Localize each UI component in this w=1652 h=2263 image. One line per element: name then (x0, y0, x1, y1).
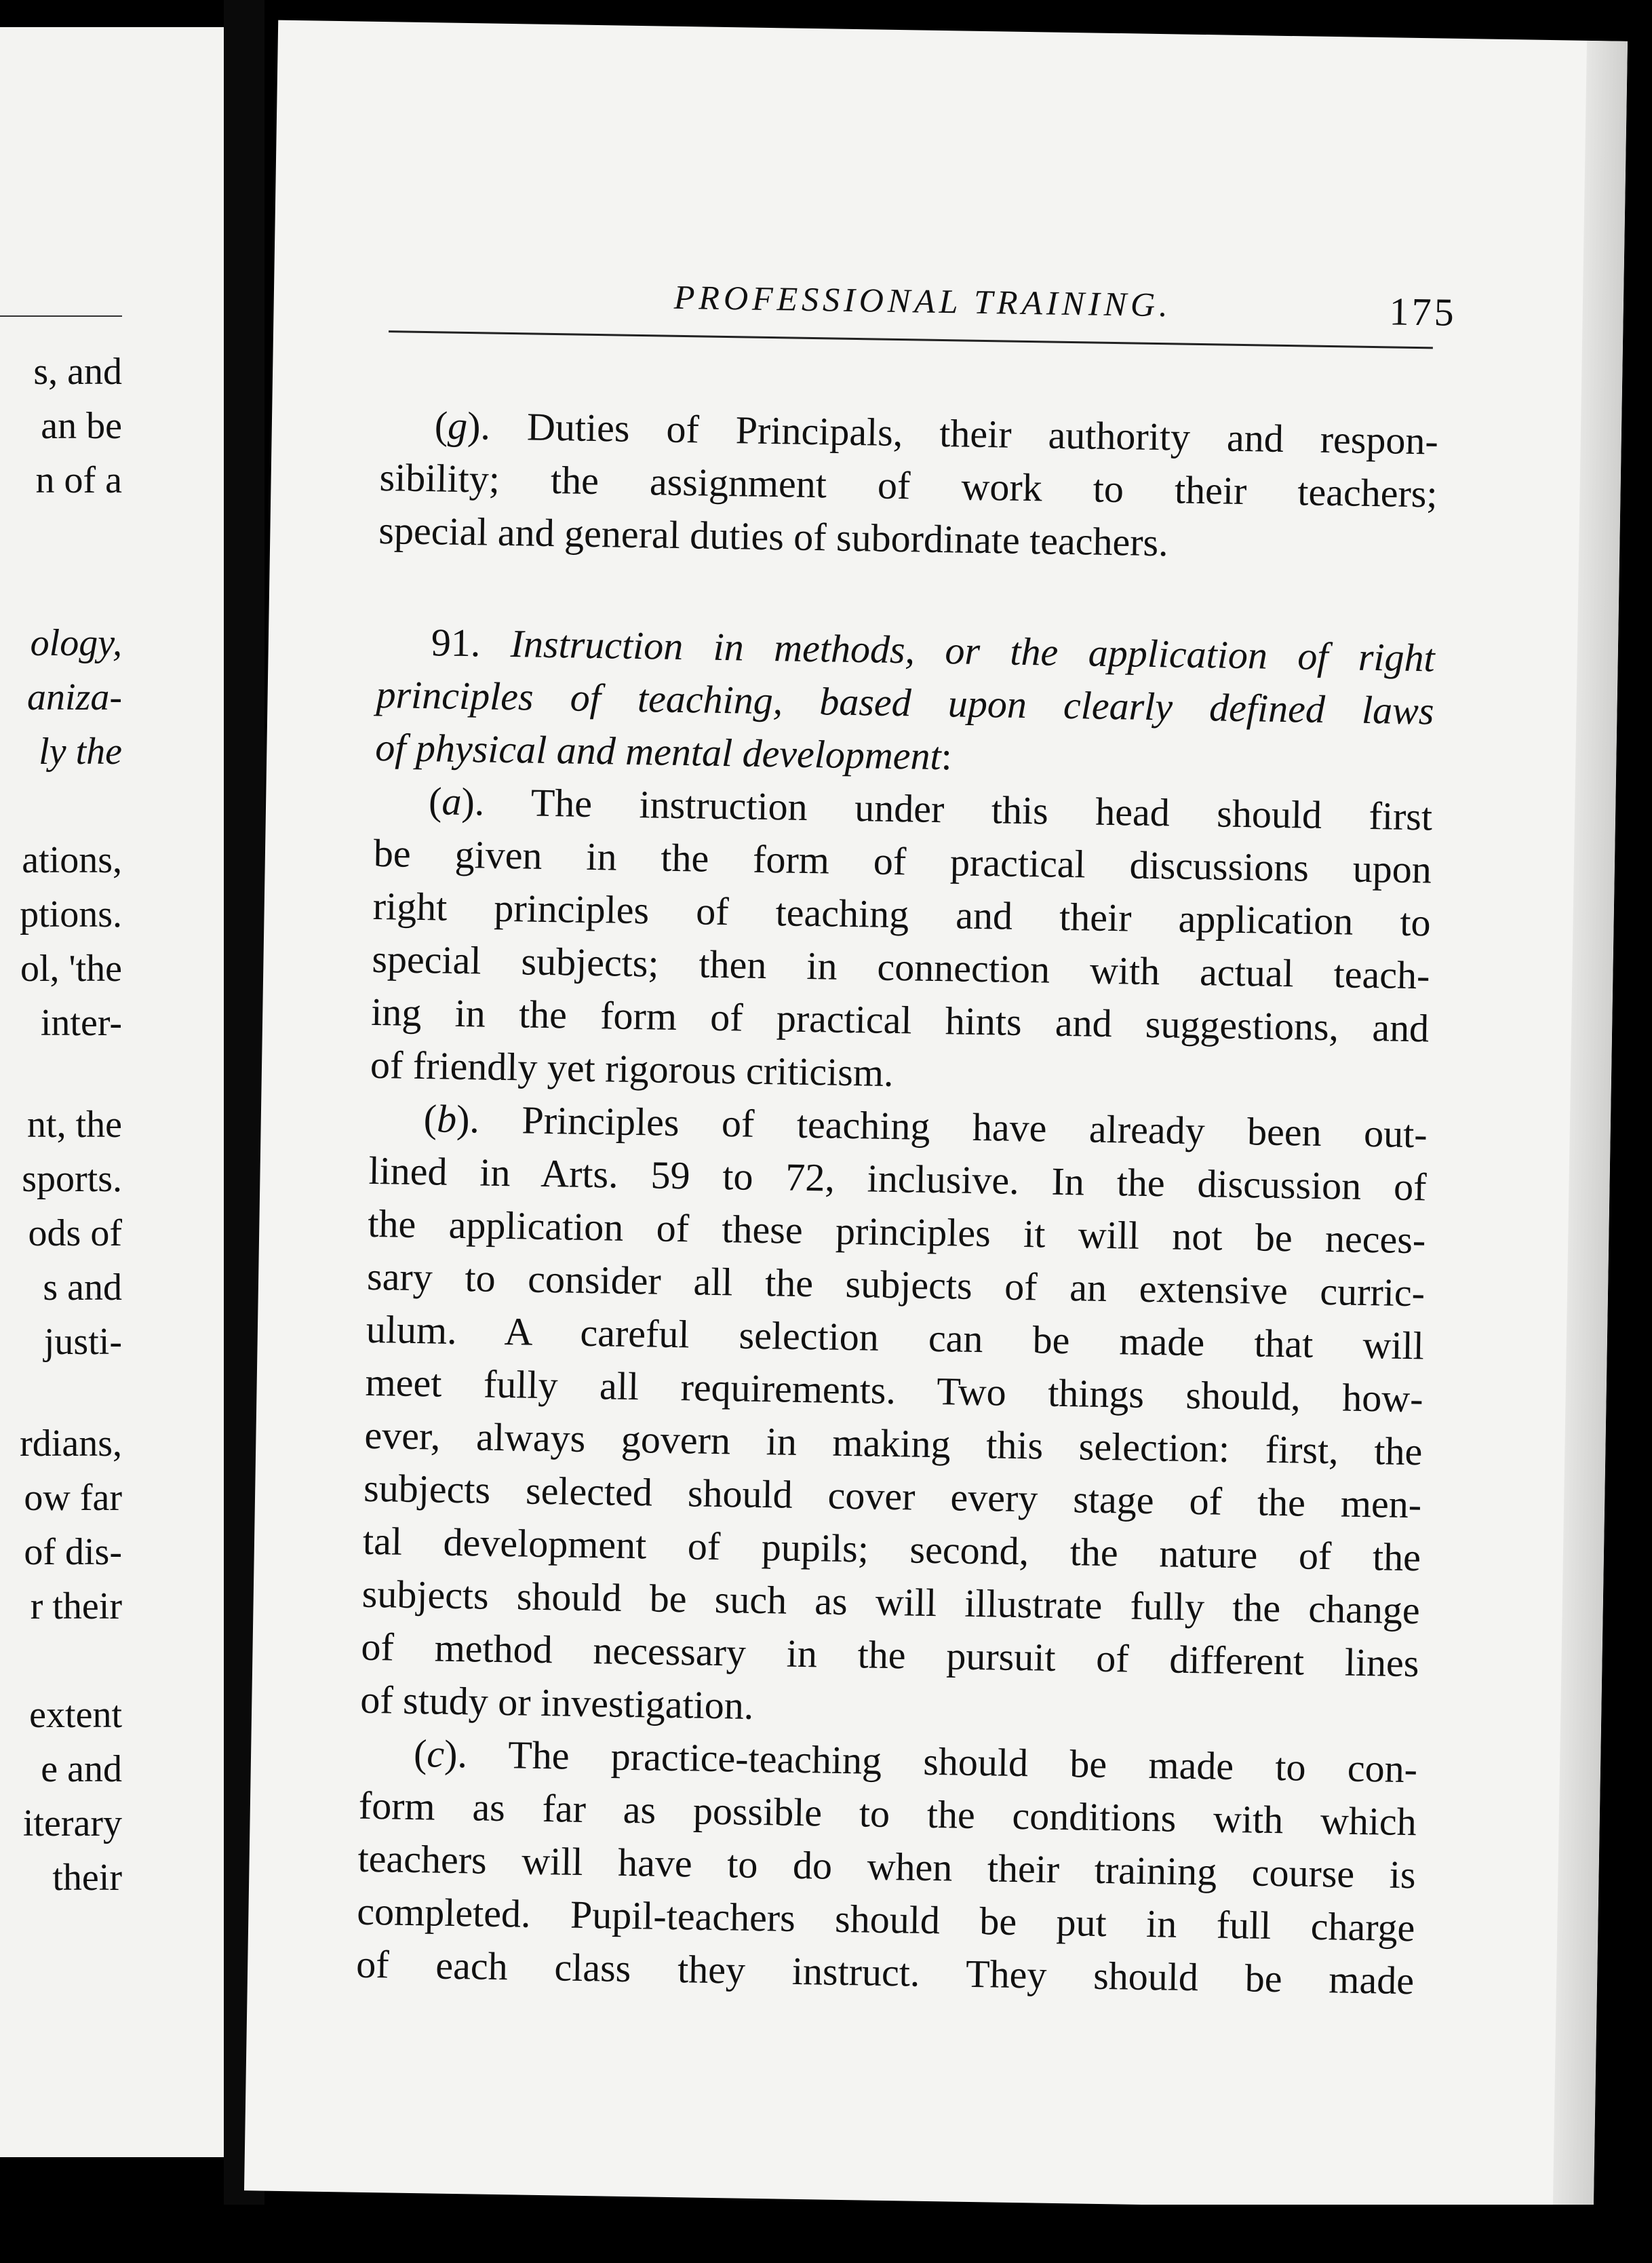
left-page-line: sports. (22, 1158, 122, 1200)
text-run: be given in the form of practical discussions upon (373, 830, 1432, 892)
text-run: right principles of teaching and their application to (372, 883, 1432, 945)
text-run: ( (428, 779, 443, 824)
left-page-rule (0, 315, 122, 317)
italic-run: principles of teaching, based upon clearly defined laws (376, 672, 1434, 733)
page-number: 175 (1389, 289, 1457, 334)
italic-run: b (436, 1096, 457, 1141)
left-page-line: inter- (40, 1002, 122, 1044)
text-run: sibility; the assignment of work to their teachers; (379, 455, 1438, 516)
text-run: of each class they instruct. They should be made (355, 1941, 1415, 2003)
right-page (244, 20, 1628, 2212)
left-page-line: justi- (43, 1321, 122, 1363)
text-run: special and general duties of subordinate teachers. (378, 507, 1169, 565)
left-page-line: of dis- (24, 1531, 122, 1573)
text-run: subjects should be such as will illustrate fully the change (361, 1571, 1421, 1633)
text-run: subjects selected should cover every stage of the men- (363, 1465, 1422, 1527)
text-run: ( (423, 1096, 437, 1141)
scan-border (0, 2205, 1652, 2263)
text-run: completed. Pupil-teachers should be put in full charge (356, 1889, 1415, 1950)
text-run: ( (434, 403, 448, 448)
text-run: ). Principles of teaching have already been out- (456, 1096, 1428, 1157)
text-run: of method necessary in the pursuit of different lines (361, 1624, 1419, 1686)
left-page-line: ods of (28, 1212, 122, 1254)
left-page (0, 27, 224, 2157)
page-edge (1553, 41, 1628, 2212)
running-header: PROFESSIONAL TRAINING. (673, 277, 1173, 324)
text-run: sary to consider all the subjects of an extensive curric- (366, 1254, 1425, 1315)
text-run: ). The instruction under this head should first (461, 779, 1433, 839)
left-page-line: aniza- (27, 676, 122, 718)
left-page-line: ology, (30, 622, 122, 664)
left-page-line: s and (43, 1266, 122, 1309)
text-run: the application of these principles it will not be neces- (367, 1201, 1426, 1262)
left-page-line: ations, (22, 839, 122, 881)
left-page-line: an be (41, 405, 122, 447)
text-run: form as far as possible to the conditions with which (358, 1783, 1417, 1844)
text-run: ulum. A careful selection can be made that will (366, 1307, 1425, 1368)
italic-run: a (441, 779, 463, 824)
text-run: : (941, 734, 953, 779)
text-run: tal development of pupils; second, the nature of the (362, 1518, 1421, 1580)
text-run: ). The practice-teaching should be made to con- (444, 1731, 1418, 1792)
text-run: ever, always govern in making this selection: first, the (363, 1412, 1423, 1474)
left-page-line: their (52, 1857, 122, 1899)
italic-run: Instruction in methods, or the application of right (510, 621, 1436, 680)
header-rule (389, 330, 1433, 349)
italic-run: g (447, 403, 468, 448)
text-run: teachers will have to do when their training course is (357, 1836, 1417, 1897)
italic-run: c (426, 1731, 445, 1776)
text-run: of friendly yet rigorous criticism. (370, 1042, 894, 1096)
left-page-line: ow far (24, 1477, 122, 1519)
left-page-line: n of a (35, 459, 122, 501)
left-page-line: iterary (22, 1802, 122, 1844)
left-page-line: ptions. (20, 893, 122, 935)
left-page-line: extent (29, 1694, 122, 1736)
left-page-line: ol, 'the (20, 948, 122, 990)
left-page-line: nt, the (27, 1104, 122, 1146)
left-page-line: e and (41, 1748, 122, 1790)
section-91 (356, 615, 1436, 2007)
text-run: ). Duties of Principals, their authority and respon- (467, 404, 1439, 463)
paragraph-g (378, 398, 1438, 573)
text-run: special subjects; then in connection with actual teach- (372, 936, 1430, 998)
text-run: ( (413, 1731, 427, 1776)
text-run: meet fully all requirements. Two things should, how- (365, 1359, 1424, 1421)
left-page-line: rdians, (20, 1423, 122, 1465)
left-page-line: s, and (33, 351, 122, 393)
text-run: ing in the form of practical hints and suggestions, and (370, 989, 1430, 1051)
text-run: 91. (431, 620, 511, 666)
text-run: of study or investigation. (359, 1677, 754, 1728)
left-page-line: ly the (39, 731, 122, 773)
left-page-line: r their (30, 1585, 122, 1627)
italic-run: of physical and mental development (374, 724, 942, 779)
text-run: lined in Arts. 59 to 72, inclusive. In the discussion of (368, 1148, 1427, 1210)
